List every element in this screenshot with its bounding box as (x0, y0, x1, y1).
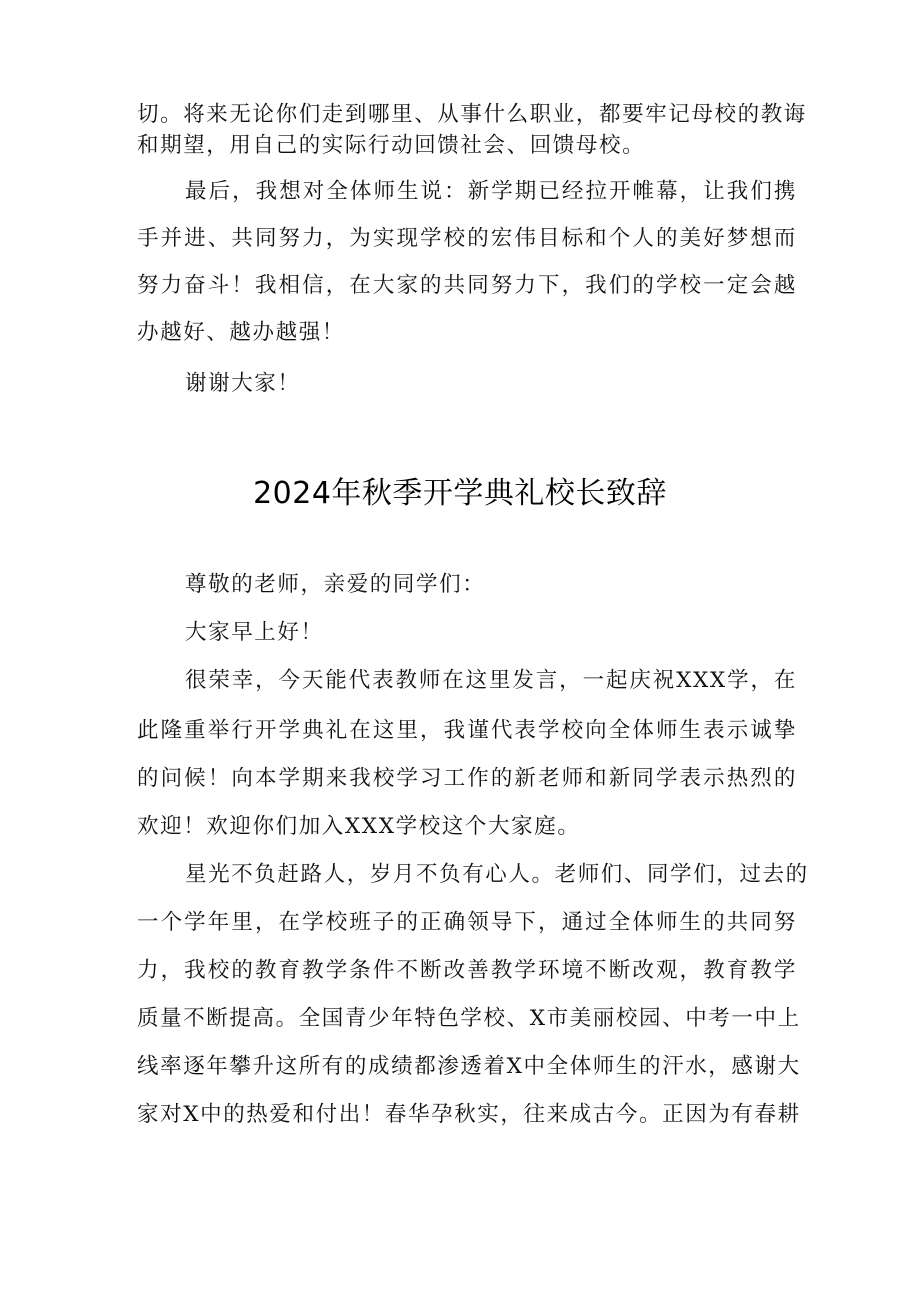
salutation: 尊敬的老师，亲爱的同学们： (185, 572, 486, 597)
speech-paragraph-line: 此隆重举行开学典礼在这里，我谨代表学校向全体师生表示诚挚 (137, 718, 797, 743)
page-title: 2024年秋季开学典礼校长致辞 (253, 476, 667, 511)
speech-paragraph-line: 很荣幸，今天能代表教师在这里发言，一起庆祝XXX学，在 (185, 668, 797, 693)
closing-thanks: 谢谢大家！ (185, 371, 301, 396)
speech-paragraph-line: 质量不断提高。全国青少年特色学校、X市美丽校园、中考一中上 (137, 1006, 801, 1031)
speech-paragraph-line: 家对X中的热爱和付出！春华孕秋实，往来成古今。正因为有春耕 (137, 1102, 801, 1127)
prev-paragraph-line: 和期望，用自己的实际行动回馈社会、回馈母校。 (137, 133, 646, 158)
speech-paragraph-line: 力，我校的教育教学条件不断改善教学环境不断改观，教育教学 (137, 958, 797, 983)
prev-paragraph-line: 最后，我想对全体师生说：新学期已经拉开帷幕，让我们携 (185, 179, 797, 204)
prev-paragraph-line: 手并进、共同努力，为实现学校的宏伟目标和个人的美好梦想而 (137, 226, 797, 251)
prev-paragraph-line: 切。将来无论你们走到哪里、从事什么职业，都要牢记母校的教诲 (137, 102, 807, 127)
speech-paragraph-line: 欢迎！欢迎你们加入XXX学校这个大家庭。 (137, 814, 581, 839)
prev-paragraph-line: 办越好、越办越强！ (137, 320, 345, 345)
prev-paragraph-line: 努力奋斗！我相信，在大家的共同努力下，我们的学校一定会越 (137, 273, 797, 298)
speech-paragraph-line: 星光不负赶路人，岁月不负有心人。老师们、同学们，过去的 (185, 862, 809, 887)
greeting: 大家早上好！ (185, 620, 324, 645)
speech-paragraph-line: 一个学年里，在学校班子的正确领导下，通过全体师生的共同努 (137, 910, 797, 935)
speech-paragraph-line: 线率逐年攀升这所有的成绩都渗透着X中全体师生的汗水，感谢大 (137, 1054, 801, 1079)
speech-paragraph-line: 的问候！向本学期来我校学习工作的新老师和新同学表示热烈的 (137, 766, 797, 791)
